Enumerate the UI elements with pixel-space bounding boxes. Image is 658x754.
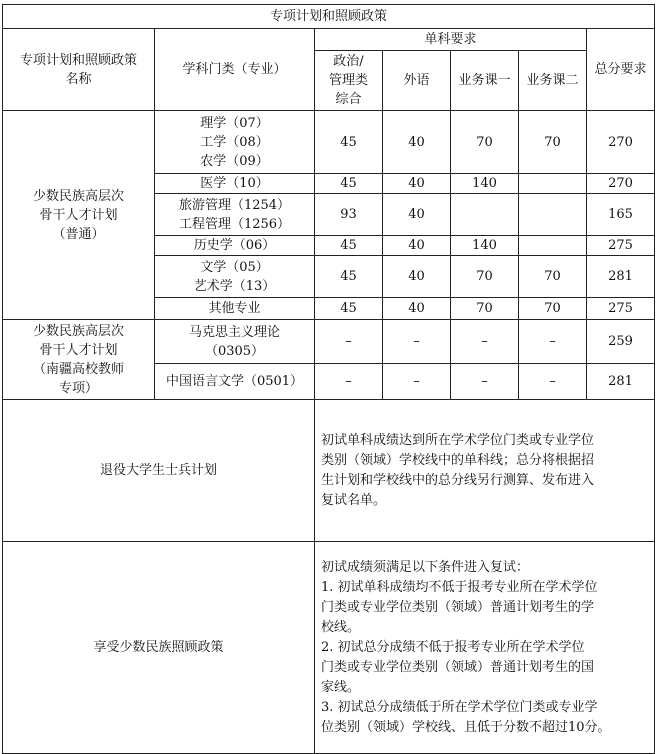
plan-general-name xyxy=(3,111,155,320)
note-line: 类别（领域）学校线中的单科线；总分将根据招 xyxy=(321,452,595,468)
policy-table xyxy=(2,4,655,754)
course2-score xyxy=(519,236,587,256)
subject-cell: 中国语言文学（0501） xyxy=(155,364,315,400)
note-line: 生计划和学校线中的总分线另行测算、发布进入 xyxy=(321,472,595,488)
politics-score: – xyxy=(315,364,383,400)
course2-score xyxy=(519,174,587,194)
politics-score: 45 xyxy=(315,236,383,256)
minority-requirement xyxy=(315,542,655,754)
header-politics xyxy=(315,51,383,111)
total-score: 275 xyxy=(587,236,655,256)
course1-score: 70 xyxy=(451,111,519,174)
veterans-row xyxy=(3,400,655,542)
note-line: 门类或专业学位类别（领域）普通计划考生的国 xyxy=(321,659,595,675)
note-line: 位类别（领域）学校线、且低于分数不超过10分。 xyxy=(321,719,611,735)
politics-score: 93 xyxy=(315,194,383,236)
course1-score: 70 xyxy=(451,256,519,298)
header-politics-line: 综合 xyxy=(335,92,362,107)
note-line: 初试单科成绩达到所在学术学位门类或专业学位 xyxy=(321,432,595,448)
subject-cell xyxy=(155,194,315,236)
total-score: 281 xyxy=(587,364,655,400)
veterans-requirement xyxy=(315,400,655,542)
foreign-score: – xyxy=(383,364,451,400)
note-line: 复试名单。 xyxy=(321,492,387,508)
total-score: 165 xyxy=(587,194,655,236)
subject-line: 工程管理（1256） xyxy=(178,216,291,232)
course2-score: 70 xyxy=(519,256,587,298)
subject-line: 艺术学（13） xyxy=(193,278,276,294)
veterans-plan-name: 退役大学生士兵计划 xyxy=(3,400,315,542)
subject-line: 旅游管理（1254） xyxy=(178,197,291,213)
note-line: 门类或专业学位类别（领域）普通计划考生的学 xyxy=(321,599,595,615)
subject-line: （0305） xyxy=(204,343,265,359)
subject-line: 农学（09） xyxy=(200,153,269,169)
course2-score xyxy=(519,194,587,236)
politics-score: 45 xyxy=(315,256,383,298)
plan-name-line: 少数民族高层次 xyxy=(32,188,124,204)
politics-score: 45 xyxy=(315,298,383,320)
total-score: 270 xyxy=(587,111,655,174)
subject-line: 文学（05） xyxy=(200,259,269,275)
course1-score: 70 xyxy=(451,298,519,320)
total-score: 259 xyxy=(587,320,655,364)
subject-cell: 历史学（06） xyxy=(155,236,315,256)
course2-score: – xyxy=(519,320,587,364)
course2-score: – xyxy=(519,364,587,400)
foreign-score: 40 xyxy=(383,111,451,174)
subject-line: 理学（07） xyxy=(200,115,269,131)
plan-name-line: （南疆高校教师 xyxy=(32,361,124,377)
header-foreign-language: 外语 xyxy=(383,51,451,111)
header-politics-line: 管理类 xyxy=(328,73,368,88)
note-line: 2. 初试总分成绩不低于报考专业所在学术学位 xyxy=(321,639,585,655)
subject-cell xyxy=(155,320,315,364)
subject-line: 马克思主义理论 xyxy=(188,324,280,340)
header-course-2: 业务课二 xyxy=(519,51,587,111)
header-plan-name xyxy=(3,29,155,111)
plan-name-line: （普通） xyxy=(52,226,105,242)
total-score: 275 xyxy=(587,298,655,320)
politics-score: 45 xyxy=(315,174,383,194)
subject-cell: 医学（10） xyxy=(155,174,315,194)
subject-line: 工学（08） xyxy=(200,134,269,150)
course1-score: 140 xyxy=(451,174,519,194)
header-single-subject-group: 单科要求 xyxy=(315,29,587,51)
plan-name-line: 专项） xyxy=(58,380,98,396)
politics-score: 45 xyxy=(315,111,383,174)
table-row xyxy=(3,111,655,174)
header-plan-name-line: 名称 xyxy=(65,71,92,87)
foreign-score: 40 xyxy=(383,194,451,236)
course1-score: – xyxy=(451,320,519,364)
title-row xyxy=(3,5,655,29)
note-line: 3. 初试总分成绩低于所在学术学位门类或专业学 xyxy=(321,699,598,715)
header-plan-name-line: 专项计划和照顾政策 xyxy=(19,52,137,68)
subject-cell: 其他专业 xyxy=(155,298,315,320)
foreign-score: – xyxy=(383,320,451,364)
table-row xyxy=(3,320,655,364)
note-line: 校线。 xyxy=(321,619,361,635)
header-course-1: 业务课一 xyxy=(451,51,519,111)
foreign-score: 40 xyxy=(383,298,451,320)
header-total: 总分要求 xyxy=(587,29,655,111)
foreign-score: 40 xyxy=(383,236,451,256)
course1-score xyxy=(451,194,519,236)
total-score: 281 xyxy=(587,256,655,298)
plan-name-line: 骨干人才计划 xyxy=(39,207,118,223)
course1-score: – xyxy=(451,364,519,400)
header-subject: 学科门类（专业） xyxy=(155,29,315,111)
subject-cell xyxy=(155,256,315,298)
note-line: 1. 初试单科成绩均不低于报考专业所在学术学位 xyxy=(321,579,598,595)
header-row-1 xyxy=(3,29,655,51)
header-politics-line: 政治/ xyxy=(333,54,364,69)
course1-score: 140 xyxy=(451,236,519,256)
course2-score: 70 xyxy=(519,298,587,320)
note-line: 初试成绩须满足以下条件进入复试： xyxy=(321,559,530,575)
minority-policy-name: 享受少数民族照顾政策 xyxy=(3,542,315,754)
plan-name-line: 骨干人才计划 xyxy=(39,342,118,358)
plan-name-line: 少数民族高层次 xyxy=(32,323,124,339)
foreign-score: 40 xyxy=(383,174,451,194)
note-line: 家线。 xyxy=(321,679,361,695)
course2-score: 70 xyxy=(519,111,587,174)
foreign-score: 40 xyxy=(383,256,451,298)
plan-xinjiang-name xyxy=(3,320,155,400)
subject-cell xyxy=(155,111,315,174)
politics-score: – xyxy=(315,320,383,364)
total-score: 270 xyxy=(587,174,655,194)
minority-row xyxy=(3,542,655,754)
table-title: 专项计划和照顾政策 xyxy=(3,5,655,29)
